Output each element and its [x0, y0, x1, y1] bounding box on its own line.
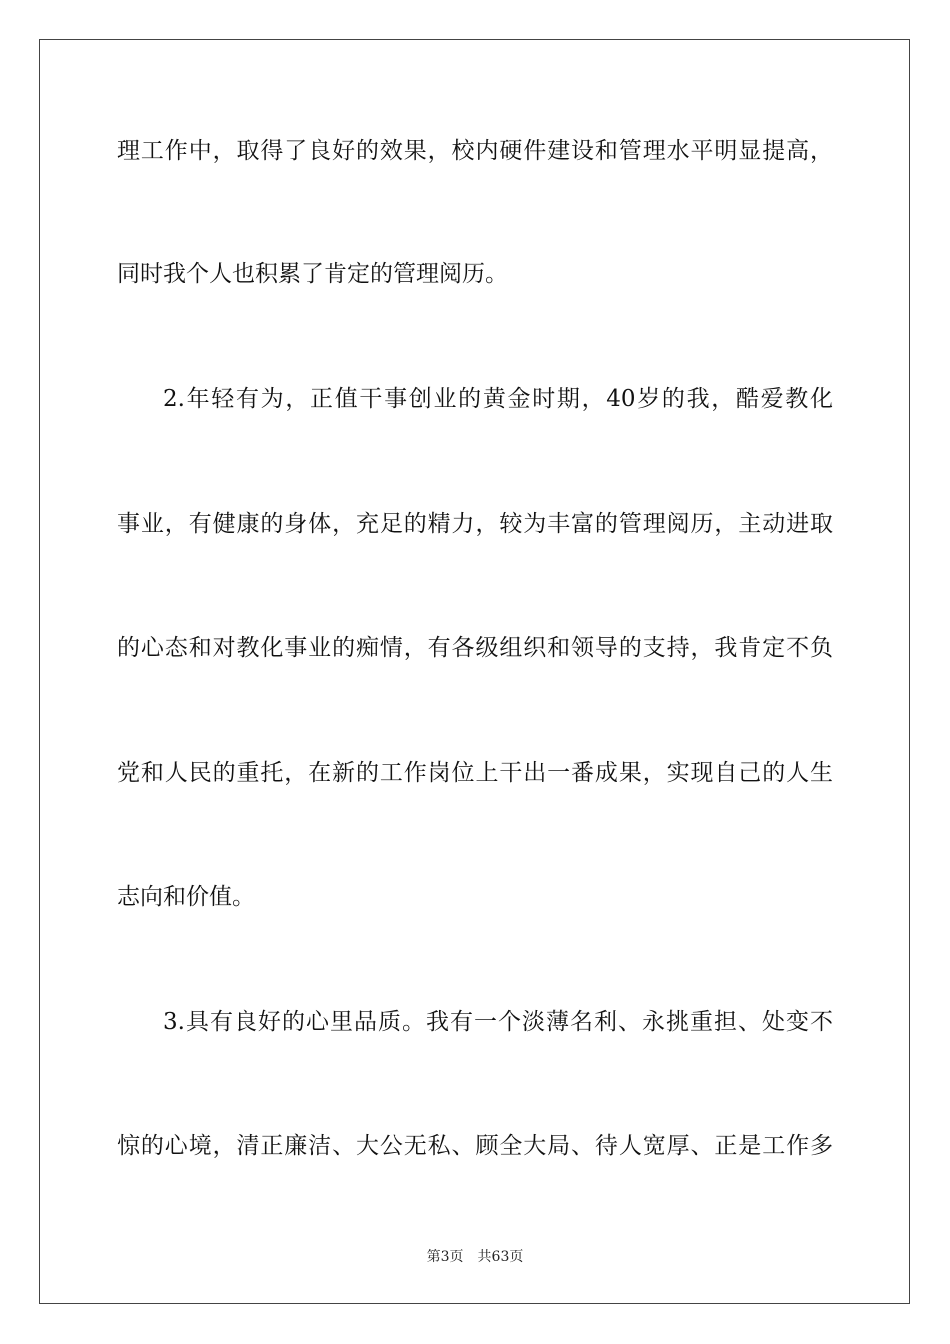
paragraph-line: 的心态和对教化事业的痴情，有各级组织和领导的支持，我肯定不负 [117, 635, 833, 661]
paragraph-line: 同时我个人也积累了肯定的管理阅历。 [117, 261, 508, 287]
page-number: 第3页 [426, 1249, 464, 1265]
paragraph-line: 事业，有健康的身体，充足的精力，较为丰富的管理阅历，主动进取 [117, 511, 833, 537]
paragraph-line: 惊的心境，清正廉洁、大公无私、顾全大局、待人宽厚、正是工作多 [117, 1133, 833, 1159]
paragraph-line: 理工作中，取得了良好的效果，校内硬件建设和管理水平明显提高， [117, 138, 833, 164]
paragraph-line: 3.具有良好的心里品质。我有一个淡薄名利、永挑重担、处变不 [163, 1009, 833, 1035]
page-footer [0, 1248, 950, 1266]
paragraph-line: 党和人民的重托，在新的工作岗位上干出一番成果，实现自己的人生 [117, 760, 833, 786]
paragraph-line: 志向和价值。 [117, 884, 255, 910]
page-total: 共63页 [477, 1249, 524, 1265]
page-frame [39, 39, 910, 1304]
paragraph-line: 2.年轻有为，正值干事创业的黄金时期，40岁的我，酷爱教化 [163, 386, 833, 412]
